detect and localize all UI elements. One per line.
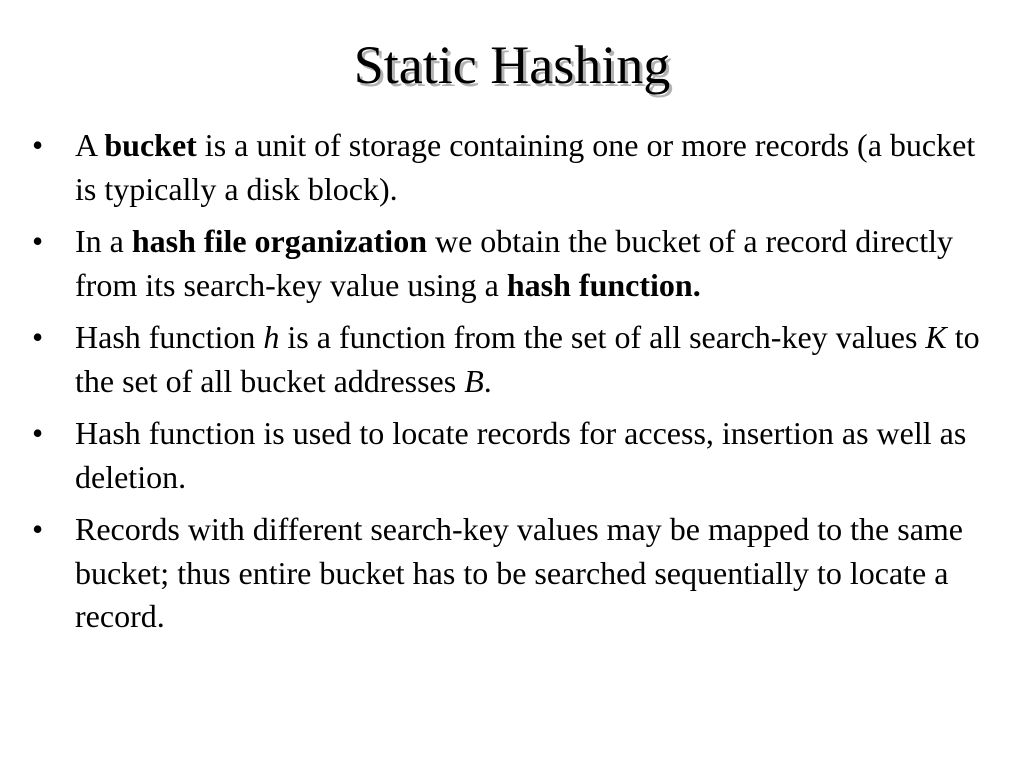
bold-term: bucket	[104, 127, 197, 163]
bullet-text: we obtain the bucket of a record directly from its search-key value using a	[75, 223, 953, 303]
italic-symbol: h	[263, 319, 280, 355]
bold-term: hash function.	[506, 266, 701, 303]
bullet-text: Hash function	[75, 319, 264, 355]
bullet-list	[30, 124, 980, 648]
bullet-text: In a	[75, 223, 132, 259]
bullet-text: is a unit of storage containing one or more records (a bucket is typically a disk block).	[75, 127, 976, 207]
bullet-marker: •	[32, 127, 44, 163]
bullet-marker: •	[32, 319, 44, 355]
bullet-item	[30, 316, 980, 403]
bullet-item	[30, 508, 980, 639]
bullet-marker: •	[32, 223, 44, 259]
italic-symbol: K	[925, 319, 947, 355]
bullet-text: is a function from the set of all search-key values	[279, 319, 926, 355]
bullet-marker: •	[32, 415, 44, 451]
bullet-text: A	[75, 127, 105, 163]
bold-term: hash file organization	[131, 223, 427, 259]
bullet-item	[30, 124, 980, 211]
bullet-text: .	[483, 362, 492, 399]
bullet-item	[30, 220, 980, 307]
italic-symbol: B	[464, 362, 484, 399]
bullet-marker: •	[32, 511, 44, 547]
bullet-text: to the set of all bucket addresses	[75, 319, 980, 399]
slide-title: Static Hashing	[353, 35, 671, 95]
bullet-item	[30, 412, 980, 499]
bullet-text: Hash function is used to locate records for access, insertion as well as deletion.	[75, 415, 967, 495]
bullet-text: Records with different search-key values may be mapped to the same bucket; thus entire bucket has to be searched sequentially to locate a record.	[75, 511, 963, 634]
